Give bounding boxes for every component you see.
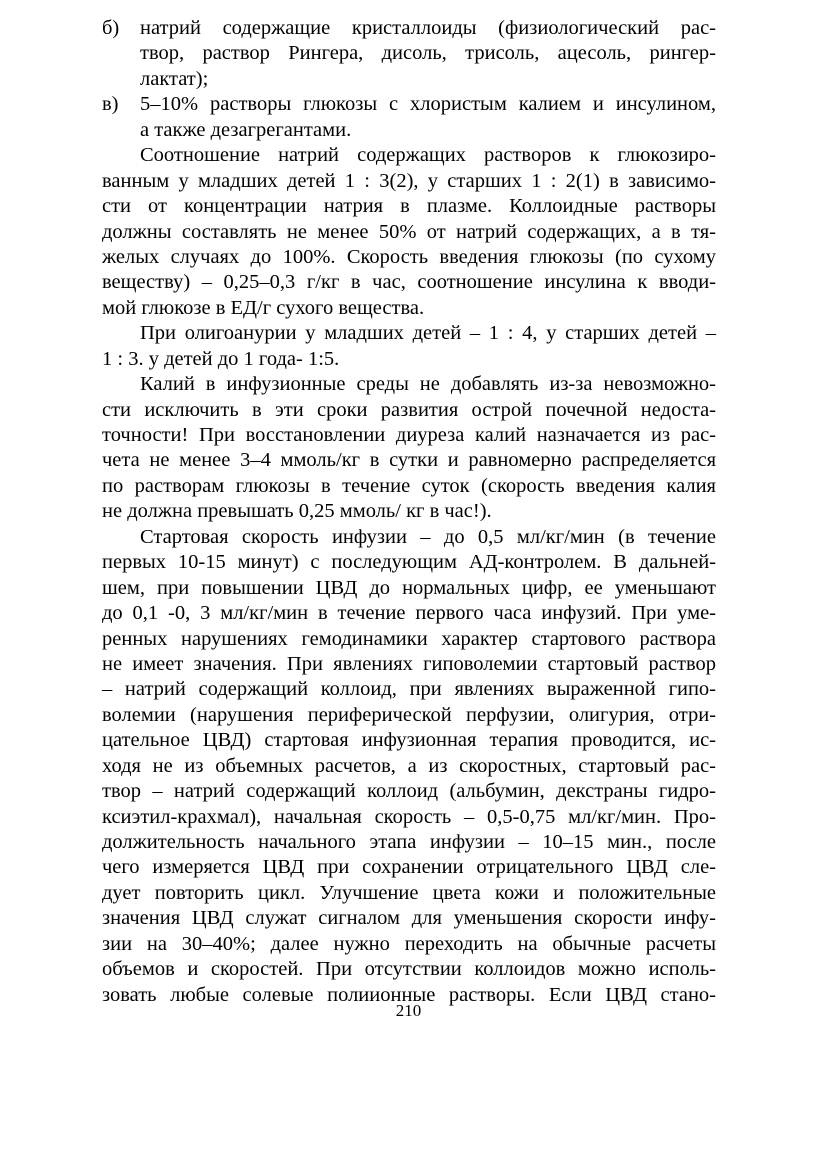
page-body bbox=[102, 16, 716, 1008]
list-item-text: натрий содержащие кристаллоиды (физиологический рас- bbox=[140, 17, 716, 39]
paragraph-line: по растворам глюкозы в течение суток (скорость введения калия bbox=[102, 474, 716, 497]
list-item-marker: б) bbox=[102, 17, 120, 39]
list-item-line: а также дезагрегантами. bbox=[140, 118, 352, 141]
paragraph bbox=[102, 372, 716, 525]
paragraph-line: точности! При восстановлении диуреза калий назначается из рас- bbox=[102, 424, 716, 446]
paragraph-line: дует повторить цикл. Улучшение цвета кожи и положительные bbox=[102, 881, 716, 904]
paragraph-line: мой глюкозе в ЕД/г сухого вещества. bbox=[102, 296, 425, 319]
paragraph-line: Соотношение натрий содержащих растворов к глюкозиро- bbox=[140, 144, 716, 167]
paragraph-line: Калий в инфузионные среды не добавлять из-за невозможно- bbox=[140, 373, 716, 396]
paragraph-line: желых случаях до 100%. Скорость введения глюкозы (по сухому bbox=[102, 245, 716, 268]
list-item-line: лактат); bbox=[140, 67, 209, 90]
paragraph-line: волемии (нарушения периферической перфузии, олигурия, отри- bbox=[102, 703, 716, 726]
paragraph-line: должительность начального этапа инфузии – 10–15 мин., после bbox=[102, 831, 716, 853]
paragraph-line: зии на 30–40%; далее нужно переходить на обычные расчеты bbox=[102, 932, 716, 955]
paragraph-line: Стартовая скорость инфузии – до 0,5 мл/кг/мин (в течение bbox=[140, 525, 716, 548]
list-item bbox=[102, 92, 716, 143]
paragraph-line: ходя не из объемных расчетов, а из скоростных, стартовый рас- bbox=[102, 754, 716, 777]
paragraph-line: цательное ЦВД) стартовая инфузионная терапия проводится, ис- bbox=[102, 729, 716, 752]
paragraph-line: веществу) – 0,25–0,3 г/кг в час, соотношение инсулина к вводи- bbox=[102, 271, 716, 294]
paragraph-line: чего измеряется ЦВД при сохранении отрицательного ЦВД сле- bbox=[102, 856, 716, 879]
paragraph-line: шем, при повышении ЦВД до нормальных цифр, ее уменьшают bbox=[102, 576, 716, 599]
list-item-line bbox=[102, 16, 716, 41]
paragraph-line: зовать любые солевые полиионные растворы. Если ЦВД стано- bbox=[102, 983, 716, 1006]
paragraph-line: первых 10-15 минут) с последующим АД-контролем. В дальней- bbox=[102, 551, 716, 574]
paragraph-line: твор – натрий содержащий коллоид (альбумин, декстраны гидро- bbox=[102, 780, 716, 803]
paragraph-line: объемов и скоростей. При отсутствии коллоидов можно исполь- bbox=[102, 958, 716, 981]
list-item bbox=[102, 16, 716, 92]
list-item-marker: в) bbox=[102, 93, 119, 116]
paragraph-line: 1 : 3. у детей до 1 года- 1:5. bbox=[102, 347, 340, 370]
paragraph-line: – натрий содержащий коллоид, при явлениях выраженной гипо- bbox=[102, 678, 716, 701]
paragraph-line: ванным у младших детей 1 : 3(2), у старших 1 : 2(1) в зависимо- bbox=[102, 169, 716, 192]
list-item-line: твор, раствор Рингера, дисоль, трисоль, ацесоль, рингер- bbox=[140, 42, 716, 65]
paragraph bbox=[102, 143, 716, 321]
paragraph-line: ренных нарушениях гемодинамики характер стартового раствора bbox=[102, 627, 716, 650]
paragraph-line: ксиэтил-крахмал), начальная скорость – 0,5-0,75 мл/кг/мин. Про- bbox=[102, 805, 716, 828]
paragraph bbox=[102, 525, 716, 1008]
paragraph-line: сти от концентрации натрия в плазме. Коллоидные растворы bbox=[102, 195, 716, 218]
paragraph-line: не должна превышать 0,25 ммоль/ кг в час!). bbox=[102, 500, 492, 523]
paragraph-line: до 0,1 -0, 3 мл/кг/мин в течение первого часа инфузий. При уме- bbox=[102, 602, 716, 625]
paragraph-line: сти исключить в эти сроки развития острой почечной недоста- bbox=[102, 398, 716, 421]
paragraph-line: должны составлять не менее 50% от натрий содержащих, а в тя- bbox=[102, 220, 716, 243]
paragraph-line: не имеет значения. При явлениях гиповолемии стартовый раствор bbox=[102, 652, 716, 675]
page-number: 210 bbox=[395, 1001, 422, 1020]
paragraph-line: При олигоанурии у младших детей – 1 : 4, у старших детей – bbox=[140, 322, 716, 345]
paragraph-line: значения ЦВД служат сигналом для уменьшения скорости инфу- bbox=[102, 907, 716, 930]
paragraph bbox=[102, 321, 716, 372]
list-item-line bbox=[102, 92, 716, 117]
list-item-text: 5–10% растворы глюкозы с хлористым калием и инсулином, bbox=[140, 93, 716, 116]
paragraph-line: чета не менее 3–4 ммоль/кг в сутки и равномерно распределяется bbox=[102, 449, 716, 472]
